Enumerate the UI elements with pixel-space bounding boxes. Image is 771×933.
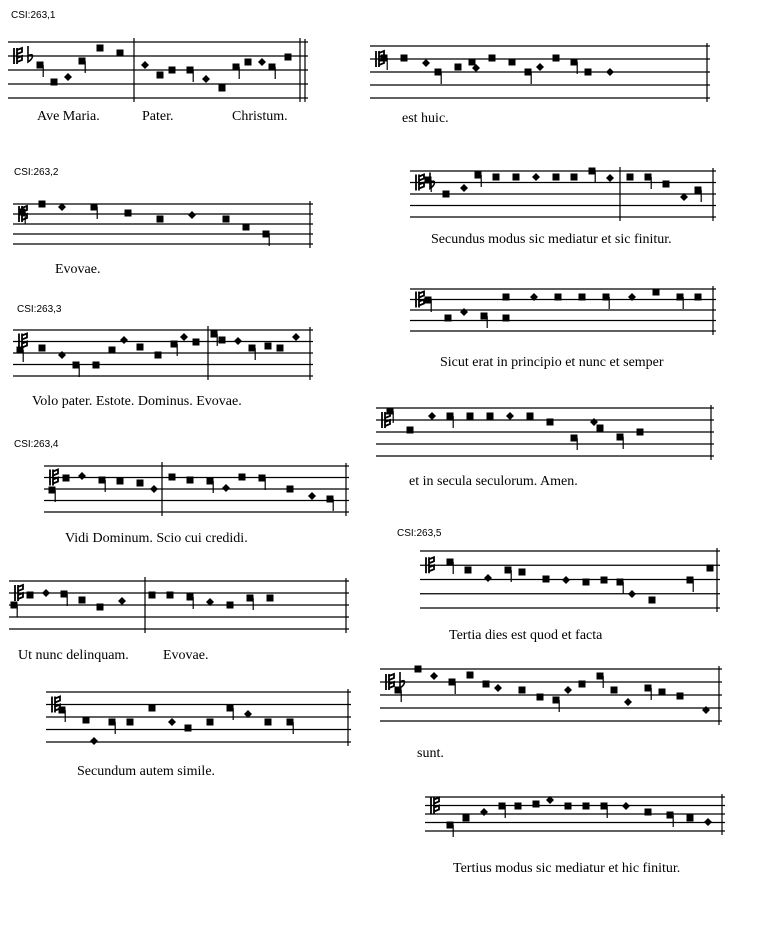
neume-square [425,297,432,304]
neume-square [543,576,550,583]
neume-square [169,474,176,481]
neume-square [617,434,624,441]
neume-square [37,62,44,69]
neume-square [579,294,586,301]
neume-diamond [258,58,266,66]
neume-square [211,331,218,338]
neume-square [463,815,470,822]
neume-square [247,595,254,602]
neume-diamond [118,597,126,605]
neume-square [117,50,124,57]
neume-diamond [484,574,492,582]
neume-square [447,822,454,829]
neume-square [401,55,408,62]
neume-square [243,224,250,231]
neume-square [125,210,132,217]
neume-square [499,803,506,810]
neume-square [525,69,532,76]
neume-square [553,55,560,62]
neume-diamond [292,333,300,341]
neume-square [127,719,134,726]
neume-square [603,294,610,301]
neume-square [533,801,540,808]
caption-text: Tertia dies est quod et facta [449,628,603,643]
neume-square [653,289,660,296]
neume-square [565,803,572,810]
music-staff [13,200,313,248]
example-ref-4: CSI:263,4 [14,439,59,450]
neume-diamond [628,590,636,598]
neume-square [547,419,554,426]
neume-diamond [532,173,540,181]
neume-square [49,487,56,494]
neume-diamond [64,73,72,81]
neume-diamond [460,184,468,192]
neume-square [467,672,474,679]
neume-diamond [150,485,158,493]
neume-square [571,174,578,181]
music-staff [46,688,351,746]
neume-square [239,474,246,481]
neume-diamond [78,472,86,480]
neume-square [663,181,670,188]
caption-text: sunt. [417,746,444,761]
example-ref-5: CSI:263,5 [397,528,442,539]
caption-text: Vidi Dominum. Scio cui credidi. [65,531,248,546]
neume-square [555,294,562,301]
neume-square [381,55,388,62]
neume-diamond [622,802,630,810]
neume-square [469,59,476,66]
neume-square [39,345,46,352]
neume-diamond [222,484,230,492]
neume-square [155,352,162,359]
neume-diamond [430,672,438,680]
neume-square [447,413,454,420]
neume-square [667,812,674,819]
neume-square [519,569,526,576]
neume-diamond [90,737,98,745]
music-staff [376,404,714,460]
neume-square [267,595,274,602]
neume-square [475,172,482,179]
neume-square [677,693,684,700]
neume-square [63,475,70,482]
neume-square [449,679,456,686]
neume-square [659,689,666,696]
neume-square [445,315,452,322]
neume-square [601,577,608,584]
caption-text: Secundus modus sic mediatur et sic finitur. [431,232,672,247]
neume-square [601,803,608,810]
music-staff [44,462,349,516]
neume-square [171,341,178,348]
neume-square [187,594,194,601]
caption-text: Evovae. [55,262,101,277]
neume-square [637,429,644,436]
neume-square [93,362,100,369]
neume-square [169,67,176,74]
neume-square [219,337,226,344]
neume-square [617,579,624,586]
neume-square [269,64,276,71]
neume-square [503,294,510,301]
neume-diamond [308,492,316,500]
music-staff [370,42,710,102]
example-ref-3: CSI:263,3 [17,304,62,315]
neume-square [515,803,522,810]
neume-square [59,707,66,714]
neume-square [455,64,462,71]
neume-square [585,69,592,76]
neume-square [157,216,164,223]
neume-square [513,174,520,181]
neume-square [259,475,266,482]
neume-square [327,496,334,503]
neume-square [223,216,230,223]
neume-square [597,673,604,680]
neume-diamond [624,698,632,706]
neume-square [27,592,34,599]
neume-square [695,294,702,301]
neume-square [489,55,496,62]
neume-square [99,477,106,484]
example-ref-2: CSI:263,2 [14,167,59,178]
neume-square [707,565,714,572]
neume-square [287,719,294,726]
neume-square [597,425,604,432]
neume-square [589,168,596,175]
neume-square [117,478,124,485]
caption-text: est huic. [402,111,449,126]
neume-square [553,697,560,704]
neume-diamond [494,684,502,692]
caption-text: Secundum autem simile. [77,764,216,779]
neume-square [265,343,272,350]
music-staff [13,326,313,380]
neume-diamond [168,718,176,726]
neume-square [19,209,26,216]
neume-square [583,803,590,810]
flat-mark [28,46,33,62]
neume-square [149,592,156,599]
neume-square [109,719,116,726]
neume-square [425,177,432,184]
music-staff [8,38,308,102]
caption-text: et in secula seculorum. Amen. [409,474,578,489]
neume-square [11,602,18,609]
neume-square [207,478,214,485]
neume-square [265,719,272,726]
neume-square [627,174,634,181]
neume-square [79,597,86,604]
neume-square [481,313,488,320]
neume-diamond [506,412,514,420]
caption-text: Sicut erat in principio et nunc et semper [440,355,664,370]
neume-diamond [606,68,614,76]
neume-square [91,204,98,211]
neume-square [249,345,256,352]
neume-diamond [564,686,572,694]
neume-square [527,413,534,420]
neume-diamond [480,808,488,816]
caption-text: Christum. [232,109,288,124]
caption-text: Pater. [142,109,174,124]
neume-square [467,413,474,420]
neume-square [245,59,252,66]
neume-square [97,45,104,52]
neume-diamond [704,818,712,826]
neume-square [51,79,58,86]
neume-square [193,339,200,346]
neume-diamond [422,59,430,67]
example-ref-1: CSI:263,1 [11,10,56,21]
neume-diamond [120,336,128,344]
neume-square [227,705,234,712]
caption-text: Evovae. [163,648,209,663]
neume-diamond [58,351,66,359]
neume-square [407,427,414,434]
neume-square [695,187,702,194]
neume-square [465,567,472,574]
music-staff [410,167,716,221]
neume-square [83,717,90,724]
neume-square [447,559,454,566]
neume-diamond [428,412,436,420]
neume-square [443,191,450,198]
neume-square [415,666,422,673]
neume-square [185,725,192,732]
music-staff [420,547,720,612]
neume-square [519,687,526,694]
neume-square [277,345,284,352]
music-staff [425,793,725,835]
neume-square [579,681,586,688]
neume-diamond [460,308,468,316]
neume-square [219,85,226,92]
neume-square [187,67,194,74]
flat-mark [400,672,405,688]
neume-square [17,347,24,354]
neume-square [645,685,652,692]
neume-square [583,579,590,586]
neume-square [97,604,104,611]
neume-square [571,59,578,66]
neume-square [79,58,86,65]
music-staff [9,577,349,633]
music-staff [380,665,722,725]
neume-diamond [536,63,544,71]
neume-diamond [180,333,188,341]
neume-square [505,567,512,574]
neume-square [571,435,578,442]
neume-square [645,809,652,816]
neume-square [149,705,156,712]
neume-square [483,681,490,688]
neume-square [387,408,394,415]
neume-square [233,64,240,71]
caption-text: Ut nunc delinquam. [18,648,129,663]
neume-square [109,347,116,354]
neume-square [227,602,234,609]
neume-diamond [202,75,210,83]
neume-square [137,344,144,351]
neume-diamond [702,706,710,714]
neume-square [645,174,652,181]
neume-square [263,231,270,238]
neume-square [39,201,46,208]
neume-diamond [188,211,196,219]
neume-square [61,591,68,598]
caption-text: Tertius modus sic mediatur et hic finitur. [453,861,681,876]
neume-square [285,54,292,61]
neume-square [687,577,694,584]
neume-square [509,59,516,66]
neume-diamond [562,576,570,584]
neume-square [611,687,618,694]
neume-square [395,687,402,694]
neume-square [553,174,560,181]
neume-square [137,480,144,487]
neume-square [167,592,174,599]
caption-text: Ave Maria. [37,109,100,124]
neume-square [493,174,500,181]
caption-text: Volo pater. Estote. Dominus. Evovae. [32,394,242,409]
neume-diamond [141,61,149,69]
neume-square [537,694,544,701]
neume-square [287,486,294,493]
music-staff [410,285,716,335]
neume-diamond [606,174,614,182]
neume-diamond [234,337,242,345]
neume-square [207,719,214,726]
neume-square [687,815,694,822]
neume-square [677,294,684,301]
neume-square [503,315,510,322]
neume-diamond [42,589,50,597]
neume-square [435,69,442,76]
neume-square [649,597,656,604]
neume-square [157,72,164,79]
neume-square [187,477,194,484]
neume-square [487,413,494,420]
neume-square [73,362,80,369]
